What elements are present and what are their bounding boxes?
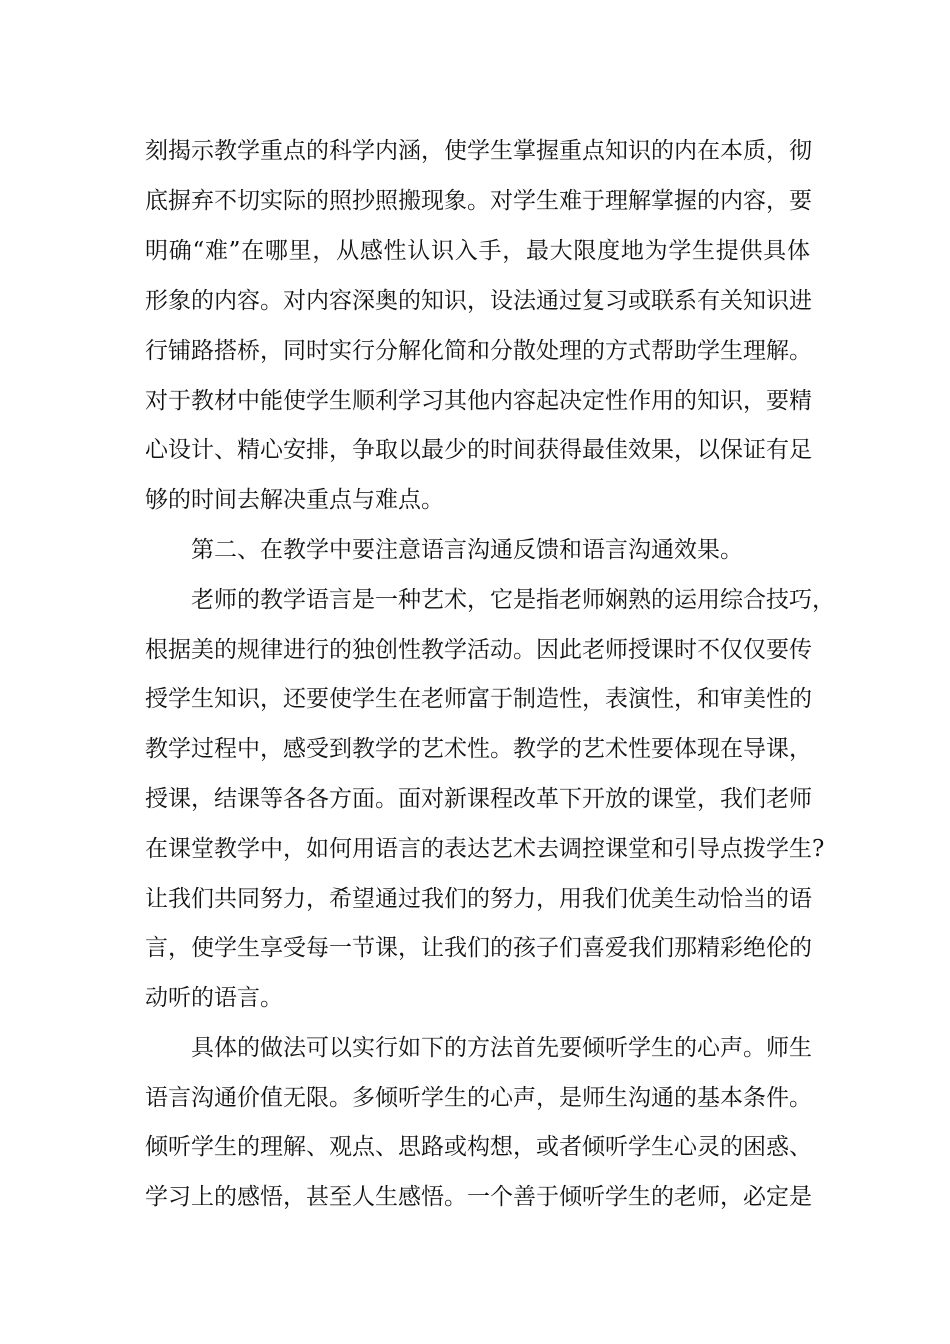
text-line: 老师的教学语言是一种艺术，它是指老师娴熟的运用综合技巧， [191, 587, 835, 613]
text-line: 刻揭示教学重点的科学内涵，使学生掌握重点知识的内在本质，彻 [145, 138, 812, 164]
text-line: 行铺路搭桥，同时实行分解化简和分散处理的方式帮助学生理解。 [145, 338, 812, 364]
text-line: 具体的做法可以实行如下的方法首先要倾听学生的心声。师生 [191, 1035, 812, 1061]
text-line: 语言沟通价值无限。多倾听学生的心声，是师生沟通的基本条件。 [145, 1085, 812, 1111]
text-line: 学习上的感悟，甚至人生感悟。一个善于倾听学生的老师，必定是 [145, 1184, 812, 1210]
text-line: 言，使学生享受每一节课，让我们的孩子们喜爱我们那精彩绝伦的 [145, 935, 812, 961]
text-line: 在课堂教学中，如何用语言的表达艺术去调控课堂和引导点拨学生? [145, 836, 825, 862]
text-line: 教学过程中，感受到教学的艺术性。教学的艺术性要体现在导课， [145, 736, 812, 762]
text-line: 明确“难”在哪里，从感性认识入手，最大限度地为学生提供具体 [145, 238, 810, 264]
text-line: 根据美的规律进行的独创性教学活动。因此老师授课时不仅仅要传 [145, 637, 812, 663]
text-line: 倾听学生的理解、观点、思路或构想，或者倾听学生心灵的困惑、 [145, 1134, 812, 1160]
text-line: 底摒弃不切实际的照抄照搬现象。对学生难于理解掌握的内容，要 [145, 188, 812, 214]
text-line: 心设计、精心安排，争取以最少的时间获得最佳效果，以保证有足 [145, 437, 812, 463]
text-line: 对于教材中能使学生顺利学习其他内容起决定性作用的知识，要精 [145, 388, 812, 414]
text-line: 授课，结课等各各方面。面对新课程改革下开放的课堂，我们老师 [145, 786, 812, 812]
text-line: 够的时间去解决重点与难点。 [145, 487, 444, 513]
text-line: 动听的语言。 [145, 985, 283, 1011]
text-line: 形象的内容。对内容深奥的知识，设法通过复习或联系有关知识进 [145, 288, 812, 314]
section-heading: 第二、在教学中要注意语言沟通反馈和语言沟通效果。 [191, 537, 743, 563]
text-line: 授学生知识，还要使学生在老师富于制造性，表演性，和审美性的 [145, 686, 812, 712]
text-line: 让我们共同努力，希望通过我们的努力，用我们优美生动恰当的语 [145, 886, 812, 912]
